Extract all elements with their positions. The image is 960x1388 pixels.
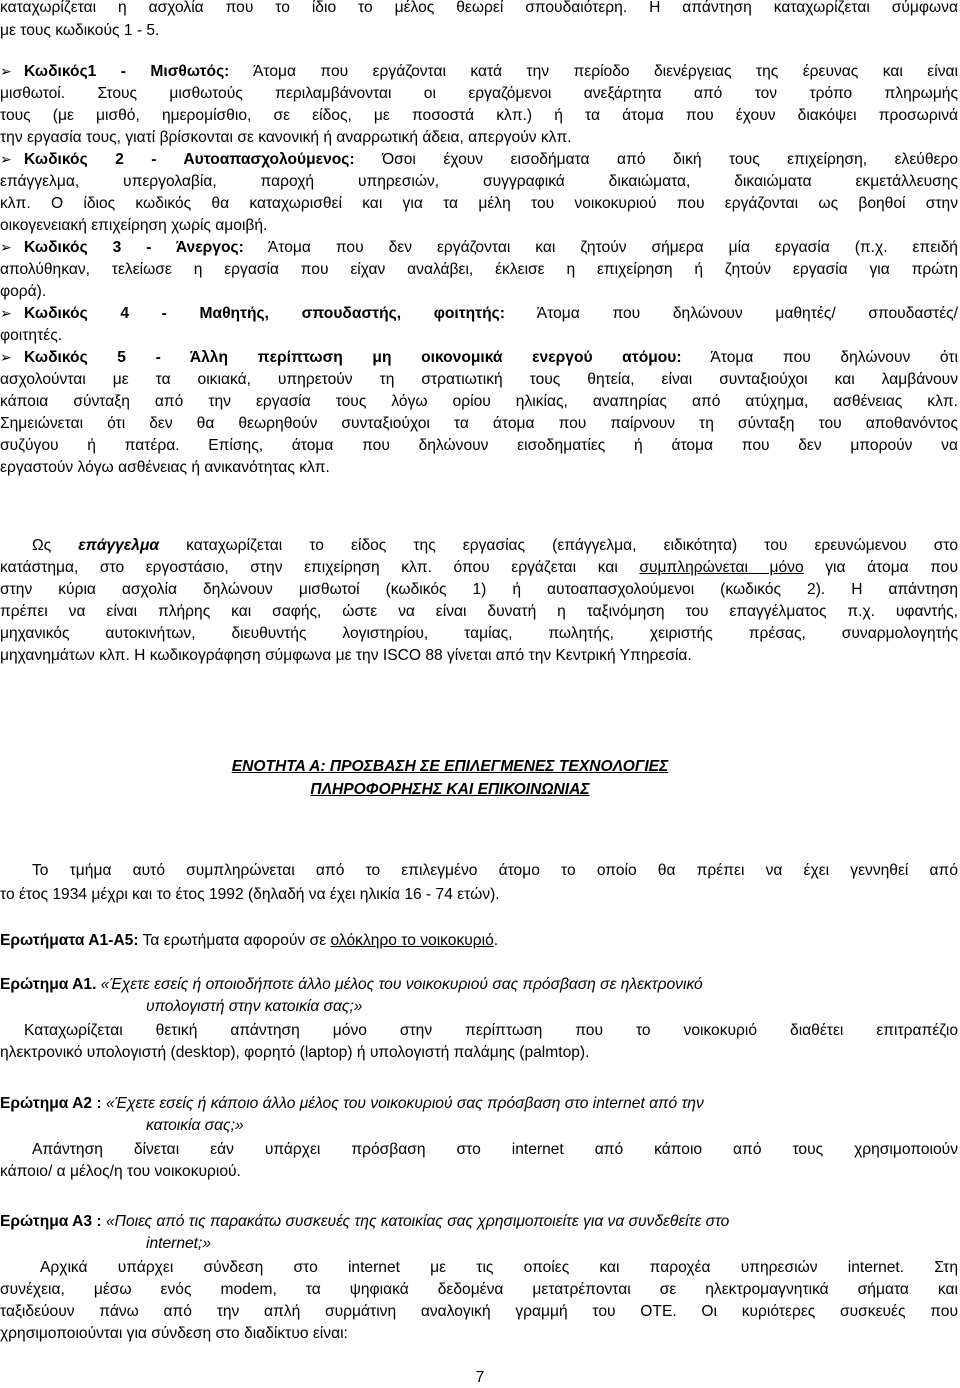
text-span: για άτομα που [803,559,958,576]
paragraph-line: συνέχεια, μέσω ενός modem, τα ψηφιακά δεδομένα μετατρέπονται σε ηλεκτρομαγνητικά σήματα και [0,1281,958,1298]
paragraph-line: Απάντηση δίνεται εάν υπάρχει πρόσβαση στο internet από κάποιο από τους χρησιμοποιούν [32,1141,958,1158]
paragraph-line: μισθωτοί. Στους μισθωτούς περιλαμβάνονται οι εργαζόμενοι ανεξάρτητα από τον τρόπο πληρωμής [0,85,958,102]
profession-first-line [32,535,958,557]
profession-pre: Ως [32,537,79,554]
code-2-label: Κωδικός 2 - Αυτοαπασχολούμενος: [24,151,355,168]
bullet-arrow-icon: ➢ [0,240,12,256]
paragraph-line: Το τμήμα αυτό συμπληρώνεται από το επιλεγμένο άτομο το οποίο θα πρέπει να έχει γεννηθεί από [32,862,958,879]
underlined-text: ολόκληρο το νοικοκυριό [330,932,494,949]
question-a2-text: «Έχετε εσείς ή κάποιο άλλο μέλος του νοικοκυριού σας πρόσβαση στο internet από την [105,1095,704,1112]
paragraph-line: Αρχικά υπάρχει σύνδεση στο internet με τις οποίες και παροχέα υπηρεσιών internet. Στη [40,1259,958,1276]
paragraph-line: χρησιμοποιούνται για σύνδεση στο διαδίκτυο είναι: [0,1325,348,1342]
code-2-item [0,149,958,171]
paragraph-line: μηχανικός αυτοκινήτων, διευθυντής λογιστηρίου, ταμίας, πωλητής, χειριστής πρέσας, συναρμολογητής [0,625,958,642]
section-subtitle: ΠΛΗΡΟΦΟΡΗΣΗΣ ΚΑΙ ΕΠΙΚΟΙΝΩΝΙΑΣ [310,781,590,798]
section-title: ΕΝΟΤΗΤΑ Α: ΠΡΟΣΒΑΣΗ ΣΕ ΕΠΙΛΕΓΜΕΝΕΣ ΤΕΧΝΟΛΟΓΙΕΣ [231,758,669,775]
code-3-item [0,237,958,259]
code-4-label: Κωδικός 4 - Μαθητής, σπουδαστής, φοιτητής: [24,305,505,322]
paragraph-line: Σημειώνεται ότι δεν θα θεωρηθούν συνταξιούχοι τα άτομα που παίρνουν τη σύνταξη του αποθανόντος [0,415,958,432]
question-a3-text: «Ποιες από τις παρακάτω συσκευές της κατοικίας σας χρησιμοποιείτε για να συνδεθείτε στο [105,1213,730,1230]
paragraph-line: το έτος 1934 μέχρι και το έτος 1992 (δηλαδή να έχει ηλικία 16 - 74 ετών). [0,886,500,903]
paragraph-line: στην κύρια ασχολία δηλώνουν μισθωτοί (κωδικός 1) ή αυτοαπασχολούμενοι (κωδικός 2). Η απάντηση [0,581,958,598]
paragraph-line: εργαστούν λόγω ασθένειας ή ανικανότητας κλπ. [0,459,330,476]
bullet-arrow-icon: ➢ [0,64,12,80]
question-a1 [0,974,958,996]
paragraph-line: φορά). [0,283,47,300]
paragraph-line: συζύγου ή πατέρα. Επίσης, άτομα που δηλώνουν εισοδηματίες ή άτομα που δεν μπορούν να [0,437,958,454]
code-4-text: Άτομα που δηλώνουν μαθητές/ σπουδαστές/ [536,305,958,322]
bullet-arrow-icon: ➢ [0,152,12,168]
bullet-arrow-icon: ➢ [0,350,12,366]
paragraph-line: κλπ. Ο ίδιος κωδικός θα καταχωρισθεί και για τα μέλη του νοικοκυριού που εργάζονται ως βοηθοί στην [0,195,958,212]
paragraph-line: ταξιδεύουν πάνω από την απλή συρμάτινη αναλογική γραμμή του ΟΤΕ. Οι κυριότερες συσκευές που [0,1303,958,1320]
text-span: Τα ερωτήματα αφορούν σε [138,932,331,949]
code-3-text: Άτομα που δεν εργάζονται και ζητούν σήμερα μία εργασία (π.χ. επειδή [267,239,958,256]
bullet-arrow-icon: ➢ [0,306,12,322]
code-3-label: Κωδικός 3 - Άνεργος: [24,239,244,256]
code-4-item [0,303,958,325]
text-span: . [493,932,499,949]
paragraph-line: πρέπει να είναι πλήρης και σαφής, ώστε να είναι δυνατή η ταξινόμηση του επαγγέλματος π.χ. υφαντής, [0,603,958,620]
question-a3 [0,1211,958,1233]
paragraph-line: τους (με μισθό, ημερομίσθιο, σε είδος, με ποσοστά κλπ.) ή τα άτομα που έχουν διακόψει προσωρινά [0,107,958,124]
question-a3-text-cont: internet;» [146,1235,212,1252]
paragraph-line: φοιτητές. [0,327,63,344]
question-a2-text-cont: κατοικία σας;» [146,1117,244,1134]
paragraph-line: ηλεκτρονικό υπολογιστή (desktop), φορητό (laptop) ή υπολογιστή παλάμης (palmtop). [0,1044,590,1061]
text-span: κατάστημα, στο εργοστάσιο, στην επιχείρηση κλπ. όπου εργάζεται και [0,559,640,576]
paragraph-line: με τους κωδικούς 1 - 5. [0,22,160,39]
paragraph-line: κάποια σύνταξη από την εργασία τους λόγω ορίου ηλικίας, αναπηρίας από ατύχημα, ασθένειας κλπ. [0,393,958,410]
question-a2 [0,1093,958,1115]
code-1-item [0,61,958,83]
question-a3-label: Ερώτημα Α3 : [0,1213,102,1230]
code-5-item [0,347,958,369]
page-number: 7 [475,1369,485,1386]
paragraph-line: καταχωρίζεται η ασχολία που το ίδιο το μέλος θεωρεί σπουδαιότερη. Η απάντηση καταχωρίζεται σύμφωνα [0,0,958,16]
profession-term: επάγγελμα [78,537,160,554]
question-a2-label: Ερώτημα Α2 : [0,1095,102,1112]
code-1-text: Άτομα που εργάζονται κατά την περίοδο διενέργειας της έρευνας και είναι [252,63,958,80]
paragraph-line: οικογενειακή επιχείρηση χωρίς αμοιβή. [0,217,268,234]
code-5-label: Κωδικός 5 - Άλλη περίπτωση μη οικονομικά ενεργού ατόμου: [24,349,682,366]
paragraph-line: την εργασία τους, γιατί βρίσκονται σε κανονική ή αναρρωτική άδεια, απεργούν κλπ. [0,129,572,146]
paragraph-line: κάποιο/ α μέλος/η του νοικοκυριού. [0,1163,241,1180]
question-a1-text: «Έχετε εσείς ή οποιοδήποτε άλλο μέλος του νοικοκυριού σας πρόσβαση σε ηλεκτρονικό [100,976,703,993]
profession-text: καταχωρίζεται το είδος της εργασίας (επάγγελμα, ειδικότητα) του ερευνώμενου στο [186,537,959,554]
paragraph-line: Καταχωρίζεται θετική απάντηση μόνο στην περίπτωση που το νοικοκυριό διαθέτει επιτραπέζιο [24,1022,958,1039]
question-a1-text-cont: υπολογιστή στην κατοικία σας;» [146,998,363,1015]
paragraph-line: επάγγελμα, υπεργολαβία, παροχή υπηρεσιών, συγγραφικά δικαιώματα, δικαιώματα εκμετάλλευσης [0,173,958,190]
questions-a1-a5 [0,930,958,952]
underlined-text: συμπληρώνεται μόνο [639,559,804,576]
questions-label: Ερωτήματα Α1-Α5: [0,932,139,949]
code-2-text: Όσοι έχουν εισοδήματα από δική τους επιχείρηση, ελεύθερο [382,151,958,168]
code-1-label: Κωδικός1 - Μισθωτός: [24,63,230,80]
code-5-text: Άτομα που δηλώνουν ότι [710,349,958,366]
paragraph-line [0,557,958,579]
paragraph-line: απολύθηκαν, τελείωσε η εργασία που είχαν αναλάβει, έκλεισε η επιχείρηση ή ζητούν εργασία για πρώτη [0,261,958,278]
paragraph-line: ασχολούνται με τα οικιακά, υπηρετούν τη στρατιωτική τους θητεία, είναι συνταξιούχοι και λαμβάνουν [0,371,958,388]
paragraph-line: μηχανημάτων κλπ. Η κωδικογράφηση σύμφωνα με την ISCO 88 γίνεται από την Κεντρική Υπηρεσία. [0,647,692,664]
question-a1-label: Ερώτημα Α1. [0,976,97,993]
